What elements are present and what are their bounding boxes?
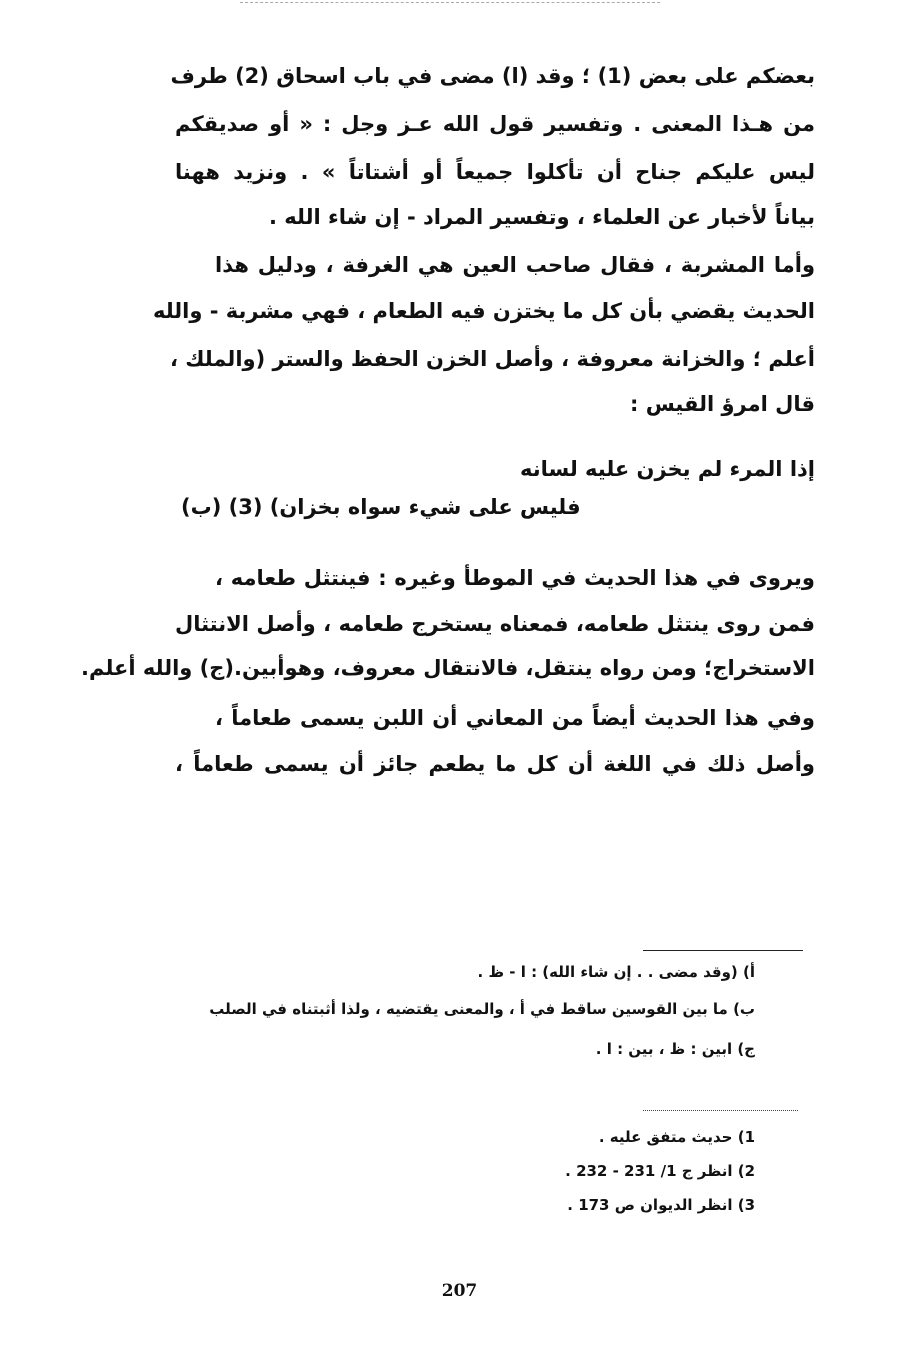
body-line-9: ويروى في هذا الحديث في الموطأ وغيره : فينتثل طعامه ،: [215, 566, 815, 590]
footnotes-rule: [643, 1110, 798, 1111]
footnote-1: 1) حديث متفق عليه .: [598, 1128, 755, 1146]
body-line-13: وأصل ذلك في اللغة أن كل ما يطعم جائز أن يسمى طعاماً ،: [175, 752, 815, 776]
body-line-5: وأما المشربة ، فقال صاحب العين هي الغرفة ، ودليل هذا: [215, 253, 815, 277]
variant-note-c: ج) ابين : ظ ، بين : ا .: [595, 1040, 755, 1058]
verse-line-1: إذا المرء لم يخزن عليه لسانه: [519, 457, 815, 481]
variant-note-a: أ) (وقد مضى . . إن شاء الله) : ا - ظ .: [477, 963, 755, 981]
body-line-10: فمن روى ينتثل طعامه، فمعناه يستخرج طعامه ، وأصل الانتثال: [175, 612, 815, 636]
body-line-7: أعلم ؛ والخزانة معروفة ، وأصل الخزن الحفظ والستر (والملك ،: [169, 347, 815, 371]
body-line-2: من هـذا المعنى . وتفسير قول الله عـز وجل : « أو صديقكم: [175, 112, 815, 136]
footnote-2: 2) انظر ج 1/ 231 - 232 .: [565, 1162, 755, 1180]
body-line-12: وفي هذا الحديث أيضاً من المعاني أن اللبن يسمى طعاماً ،: [215, 706, 815, 730]
body-line-6: الحديث يقضي بأن كل ما يختزن فيه الطعام ، فهي مشربة - والله: [152, 299, 815, 323]
scan-edge-rule: [240, 2, 660, 3]
footnote-3: 3) انظر الديوان ص 173 .: [567, 1196, 755, 1214]
variant-note-b: ب) ما بين القوسين ساقط في أ ، والمعنى يقتضيه ، ولذا أثبتناه في الصلب: [209, 1000, 755, 1018]
variant-notes-rule: [643, 950, 803, 951]
page-number: 207: [441, 1281, 478, 1301]
body-line-8: قال امرؤ القيس :: [630, 392, 815, 416]
body-line-3: ليس عليكم جناح أن تأكلوا جميعاً أو أشتاتاً » . ونزيد ههنا: [175, 160, 815, 184]
verse-line-2: فليس على شيء سواه بخزان) (3) (ب): [181, 495, 581, 519]
body-line-4: بياناً لأخبار عن العلماء ، وتفسير المراد - إن شاء الله .: [268, 205, 815, 229]
body-line-1: بعضكم على بعض (1) ؛ وقد (ا) مضى في باب اسحاق (2) طرف: [170, 64, 815, 88]
body-line-11: الاستخراج؛ ومن رواه ينتقل، فالانتقال معروف، وهوأبين.(ج) والله أعلم.: [81, 656, 815, 680]
